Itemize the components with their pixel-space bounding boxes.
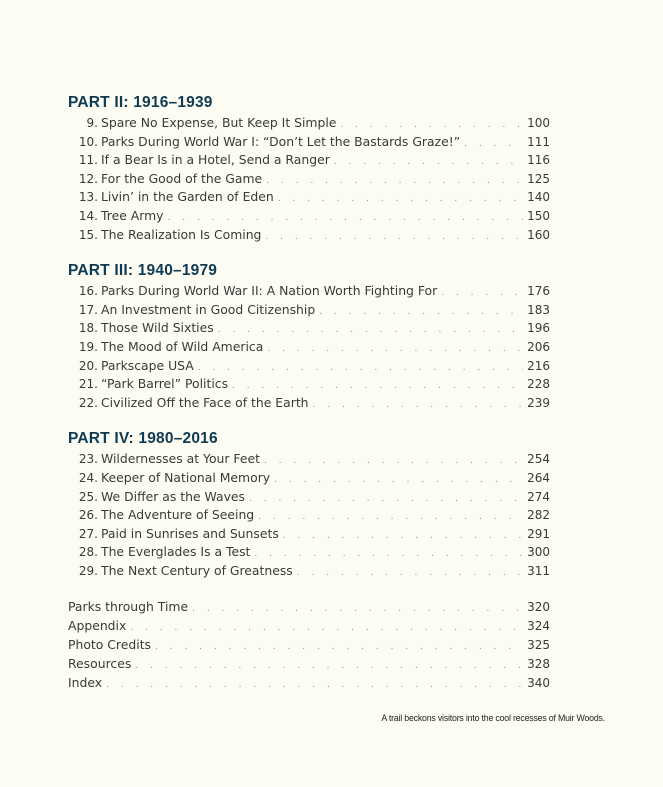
chapter-title: The Adventure of Seeing (101, 507, 255, 523)
chapter-title: The Next Century of Greatness (101, 562, 293, 578)
page-number: 116 (527, 153, 550, 168)
toc-entry[interactable] (68, 394, 550, 413)
chapter-title: Parkscape USA (101, 357, 194, 373)
page-number: 239 (527, 395, 550, 410)
page-number: 183 (527, 302, 550, 317)
chapter-number: 22. (78, 395, 98, 410)
dot-leader (130, 619, 523, 638)
page-number: 264 (527, 470, 550, 485)
chapter-number: 16. (78, 284, 98, 299)
dot-leader (319, 303, 523, 322)
dot-leader (283, 527, 523, 546)
page-number: 216 (527, 358, 550, 373)
chapter-title: “Park Barrel” Politics (101, 376, 229, 392)
chapter-title: The Everglades Is a Test (101, 544, 251, 560)
dot-leader (254, 545, 523, 564)
page-number: 320 (527, 600, 550, 615)
chapter-number: 25. (78, 489, 98, 504)
section-title: Index (68, 675, 103, 691)
dot-leader (274, 471, 523, 490)
chapter-title: For the Good of the Game (101, 170, 263, 186)
chapter-number: 15. (78, 227, 98, 242)
dot-leader (265, 228, 523, 247)
toc-entry[interactable] (68, 226, 550, 245)
chapter-title: An Investment in Good Citizenship (101, 301, 316, 317)
back-matter-entry[interactable] (68, 655, 550, 674)
dot-leader (192, 600, 523, 619)
page-number: 325 (527, 638, 550, 653)
chapter-number: 27. (78, 526, 98, 541)
dot-leader (266, 172, 523, 191)
section-title: Appendix (68, 618, 127, 634)
page-number: 196 (527, 321, 550, 336)
page-number: 176 (527, 284, 550, 299)
chapter-title: Paid in Sunrises and Sunsets (101, 525, 279, 541)
page-number: 274 (527, 489, 550, 504)
chapter-number: 20. (78, 358, 98, 373)
toc-entry[interactable] (68, 133, 550, 152)
chapter-number: 26. (78, 508, 98, 523)
dot-leader (313, 396, 524, 415)
parts-container (68, 92, 550, 580)
toc-entry[interactable] (68, 375, 550, 394)
page-number: 206 (527, 339, 550, 354)
toc-entry[interactable] (68, 282, 550, 301)
toc-entry[interactable] (68, 357, 550, 376)
toc-entry[interactable] (68, 188, 550, 207)
section-title: Photo Credits (68, 637, 152, 653)
dot-leader (264, 452, 523, 471)
page-number: 140 (527, 190, 550, 205)
page-number: 311 (527, 563, 550, 578)
page-number: 254 (527, 452, 550, 467)
page-number: 300 (527, 545, 550, 560)
toc-entry[interactable] (68, 301, 550, 320)
chapter-number: 29. (78, 563, 98, 578)
back-matter (68, 598, 550, 692)
page-number: 150 (527, 208, 550, 223)
part-section (68, 260, 550, 412)
part-heading: PART III: 1940–1979 (68, 262, 218, 280)
dot-leader (249, 490, 523, 509)
chapter-number: 14. (78, 208, 98, 223)
dot-leader (297, 564, 523, 583)
photo-caption: A trail beckons visitors into the cool recesses of Muir Woods. (381, 713, 605, 723)
part-section (68, 92, 550, 244)
chapter-title: Civilized Off the Face of the Earth (101, 394, 309, 410)
dot-leader (464, 135, 523, 154)
chapter-title: If a Bear Is in a Hotel, Send a Ranger (101, 152, 330, 168)
chapter-number: 23. (78, 452, 98, 467)
chapter-title: Wildernesses at Your Feet (101, 451, 260, 467)
toc-entry[interactable] (68, 151, 550, 170)
back-matter-entry[interactable] (68, 674, 550, 693)
chapter-title: Tree Army (101, 207, 164, 223)
chapter-number: 9. (86, 116, 98, 130)
back-matter-entry[interactable] (68, 617, 550, 636)
page-number: 111 (527, 134, 550, 149)
chapter-title: We Differ as the Waves (101, 488, 245, 504)
dot-leader (267, 340, 523, 359)
chapter-title: The Mood of Wild America (101, 338, 264, 354)
chapter-title: Parks During World War I: “Don’t Let the Bastards Graze!” (101, 133, 461, 149)
part-heading: PART IV: 1980–2016 (68, 430, 218, 448)
chapter-title: Spare No Expense, But Keep It Simple (101, 115, 337, 130)
toc-entry[interactable] (68, 525, 550, 544)
page-number: 282 (527, 508, 550, 523)
dot-leader (106, 676, 523, 695)
back-matter-entry[interactable] (68, 636, 550, 655)
chapter-number: 17. (78, 302, 98, 317)
toc-entry[interactable] (68, 506, 550, 525)
section-title: Resources (68, 656, 132, 672)
toc-entry[interactable] (68, 543, 550, 562)
toc-entry[interactable] (68, 562, 550, 581)
dot-leader (135, 657, 523, 676)
page-number: 228 (527, 377, 550, 392)
chapter-number: 12. (78, 171, 98, 186)
chapter-title: Keeper of National Memory (101, 469, 271, 485)
chapter-number: 28. (78, 545, 98, 560)
dot-leader (218, 321, 523, 340)
section-title: Parks through Time (68, 599, 189, 615)
toc-entry[interactable] (68, 450, 550, 469)
chapter-number: 21. (78, 377, 98, 392)
part-heading: PART II: 1916–1939 (68, 94, 213, 111)
chapter-number: 13. (78, 190, 98, 205)
chapter-number: 18. (78, 321, 98, 336)
toc-entry[interactable] (68, 488, 550, 507)
chapter-title: Parks During World War II: A Nation Worth Fighting For (101, 283, 438, 299)
page-number: 328 (527, 657, 550, 672)
table-of-contents (68, 92, 550, 693)
chapter-number: 10. (78, 134, 98, 149)
chapter-number: 19. (78, 339, 98, 354)
chapter-number: 11. (78, 153, 98, 168)
chapter-title: Those Wild Sixties (101, 320, 214, 336)
dot-leader (441, 284, 523, 303)
dot-leader (278, 190, 523, 209)
toc-entry[interactable] (68, 114, 550, 133)
toc-entry[interactable] (68, 319, 550, 338)
dot-leader (334, 153, 523, 172)
chapter-title: The Realization Is Coming (101, 226, 262, 242)
page-number: 100 (527, 116, 550, 130)
chapter-number: 24. (78, 470, 98, 485)
toc-entry[interactable] (68, 469, 550, 488)
toc-entry[interactable] (68, 207, 550, 226)
toc-entry[interactable] (68, 338, 550, 357)
chapter-title: Livin’ in the Garden of Eden (101, 189, 274, 205)
page-number: 324 (527, 619, 550, 634)
back-matter-entry[interactable] (68, 598, 550, 617)
dot-leader (258, 508, 523, 527)
page-number: 340 (527, 676, 550, 691)
toc-entry[interactable] (68, 170, 550, 189)
page-number: 160 (527, 227, 550, 242)
part-section (68, 428, 550, 580)
dot-leader (155, 638, 523, 657)
page-number: 291 (527, 526, 550, 541)
page-number: 125 (527, 171, 550, 186)
dot-leader (198, 359, 523, 378)
